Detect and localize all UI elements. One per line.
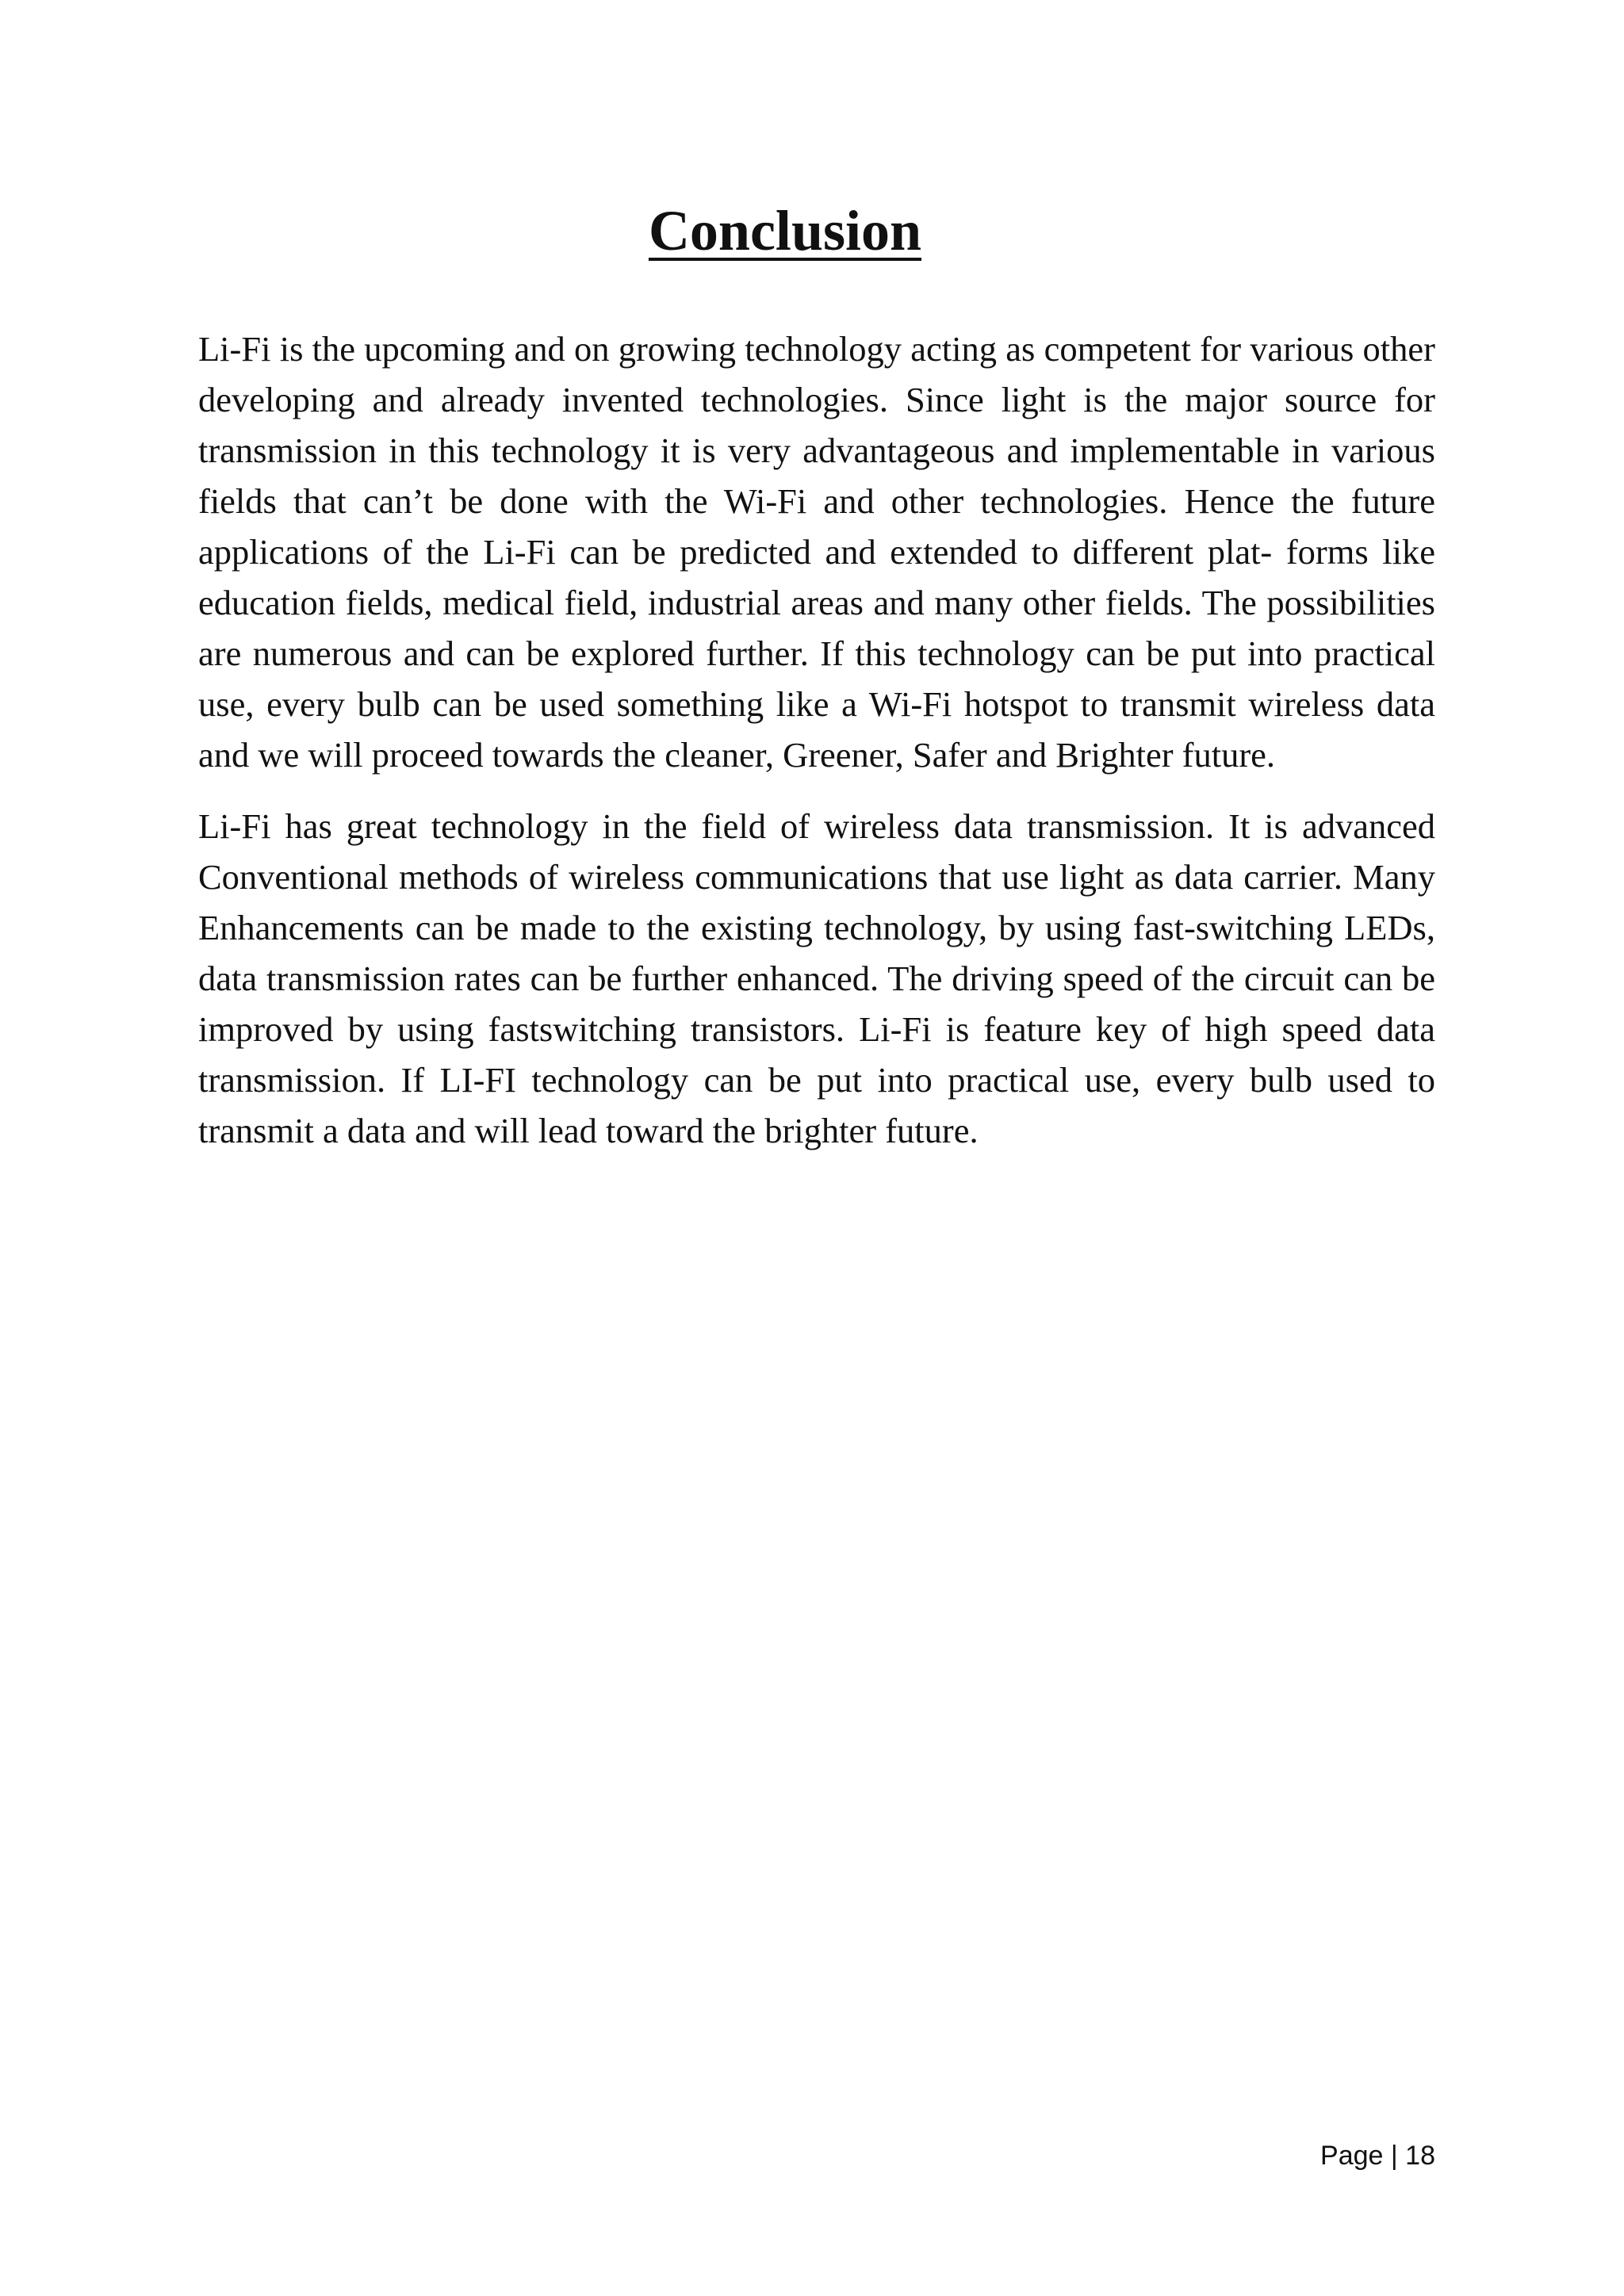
body-text <box>198 323 1435 1177</box>
paragraph-2: Li-Fi has great technology in the field of wireless data transmission. It is advanced Conventional methods of wireless communications that use light as data carrier. Many Enhancements can be made to the existing technology, by using fast-switching LEDs, data transmission rates can be further enhanced. The driving speed of the circuit can be improved by using fastswitching transistors. Li-Fi is feature key of high speed data transmission. If LI-FI technology can be put into practical use, every bulb used to transmit a data and will lead toward the brighter future. <box>198 806 1435 1150</box>
page-number-footer: Page | 18 <box>1320 2141 1435 2171</box>
paragraph-1: Li-Fi is the upcoming and on growing technology acting as competent for various other developing and already invented technologies. Since light is the major source for transmission in this technology it is very advantageous and implementable in various fields that can’t be done with the Wi-Fi and other technologies. Hence the future applications of the Li-Fi can be predicted and extended to different plat- forms like education fields, medical field, industrial areas and many other fields. The possibilities are numerous and can be explored further. If this technology can be put into practical use, every bulb can be used something like a Wi-Fi hotspot to transmit wireless data and we will proceed towards the cleaner, Greener, Safer and Brighter future. <box>198 329 1435 775</box>
page-title: Conclusion <box>648 199 922 262</box>
